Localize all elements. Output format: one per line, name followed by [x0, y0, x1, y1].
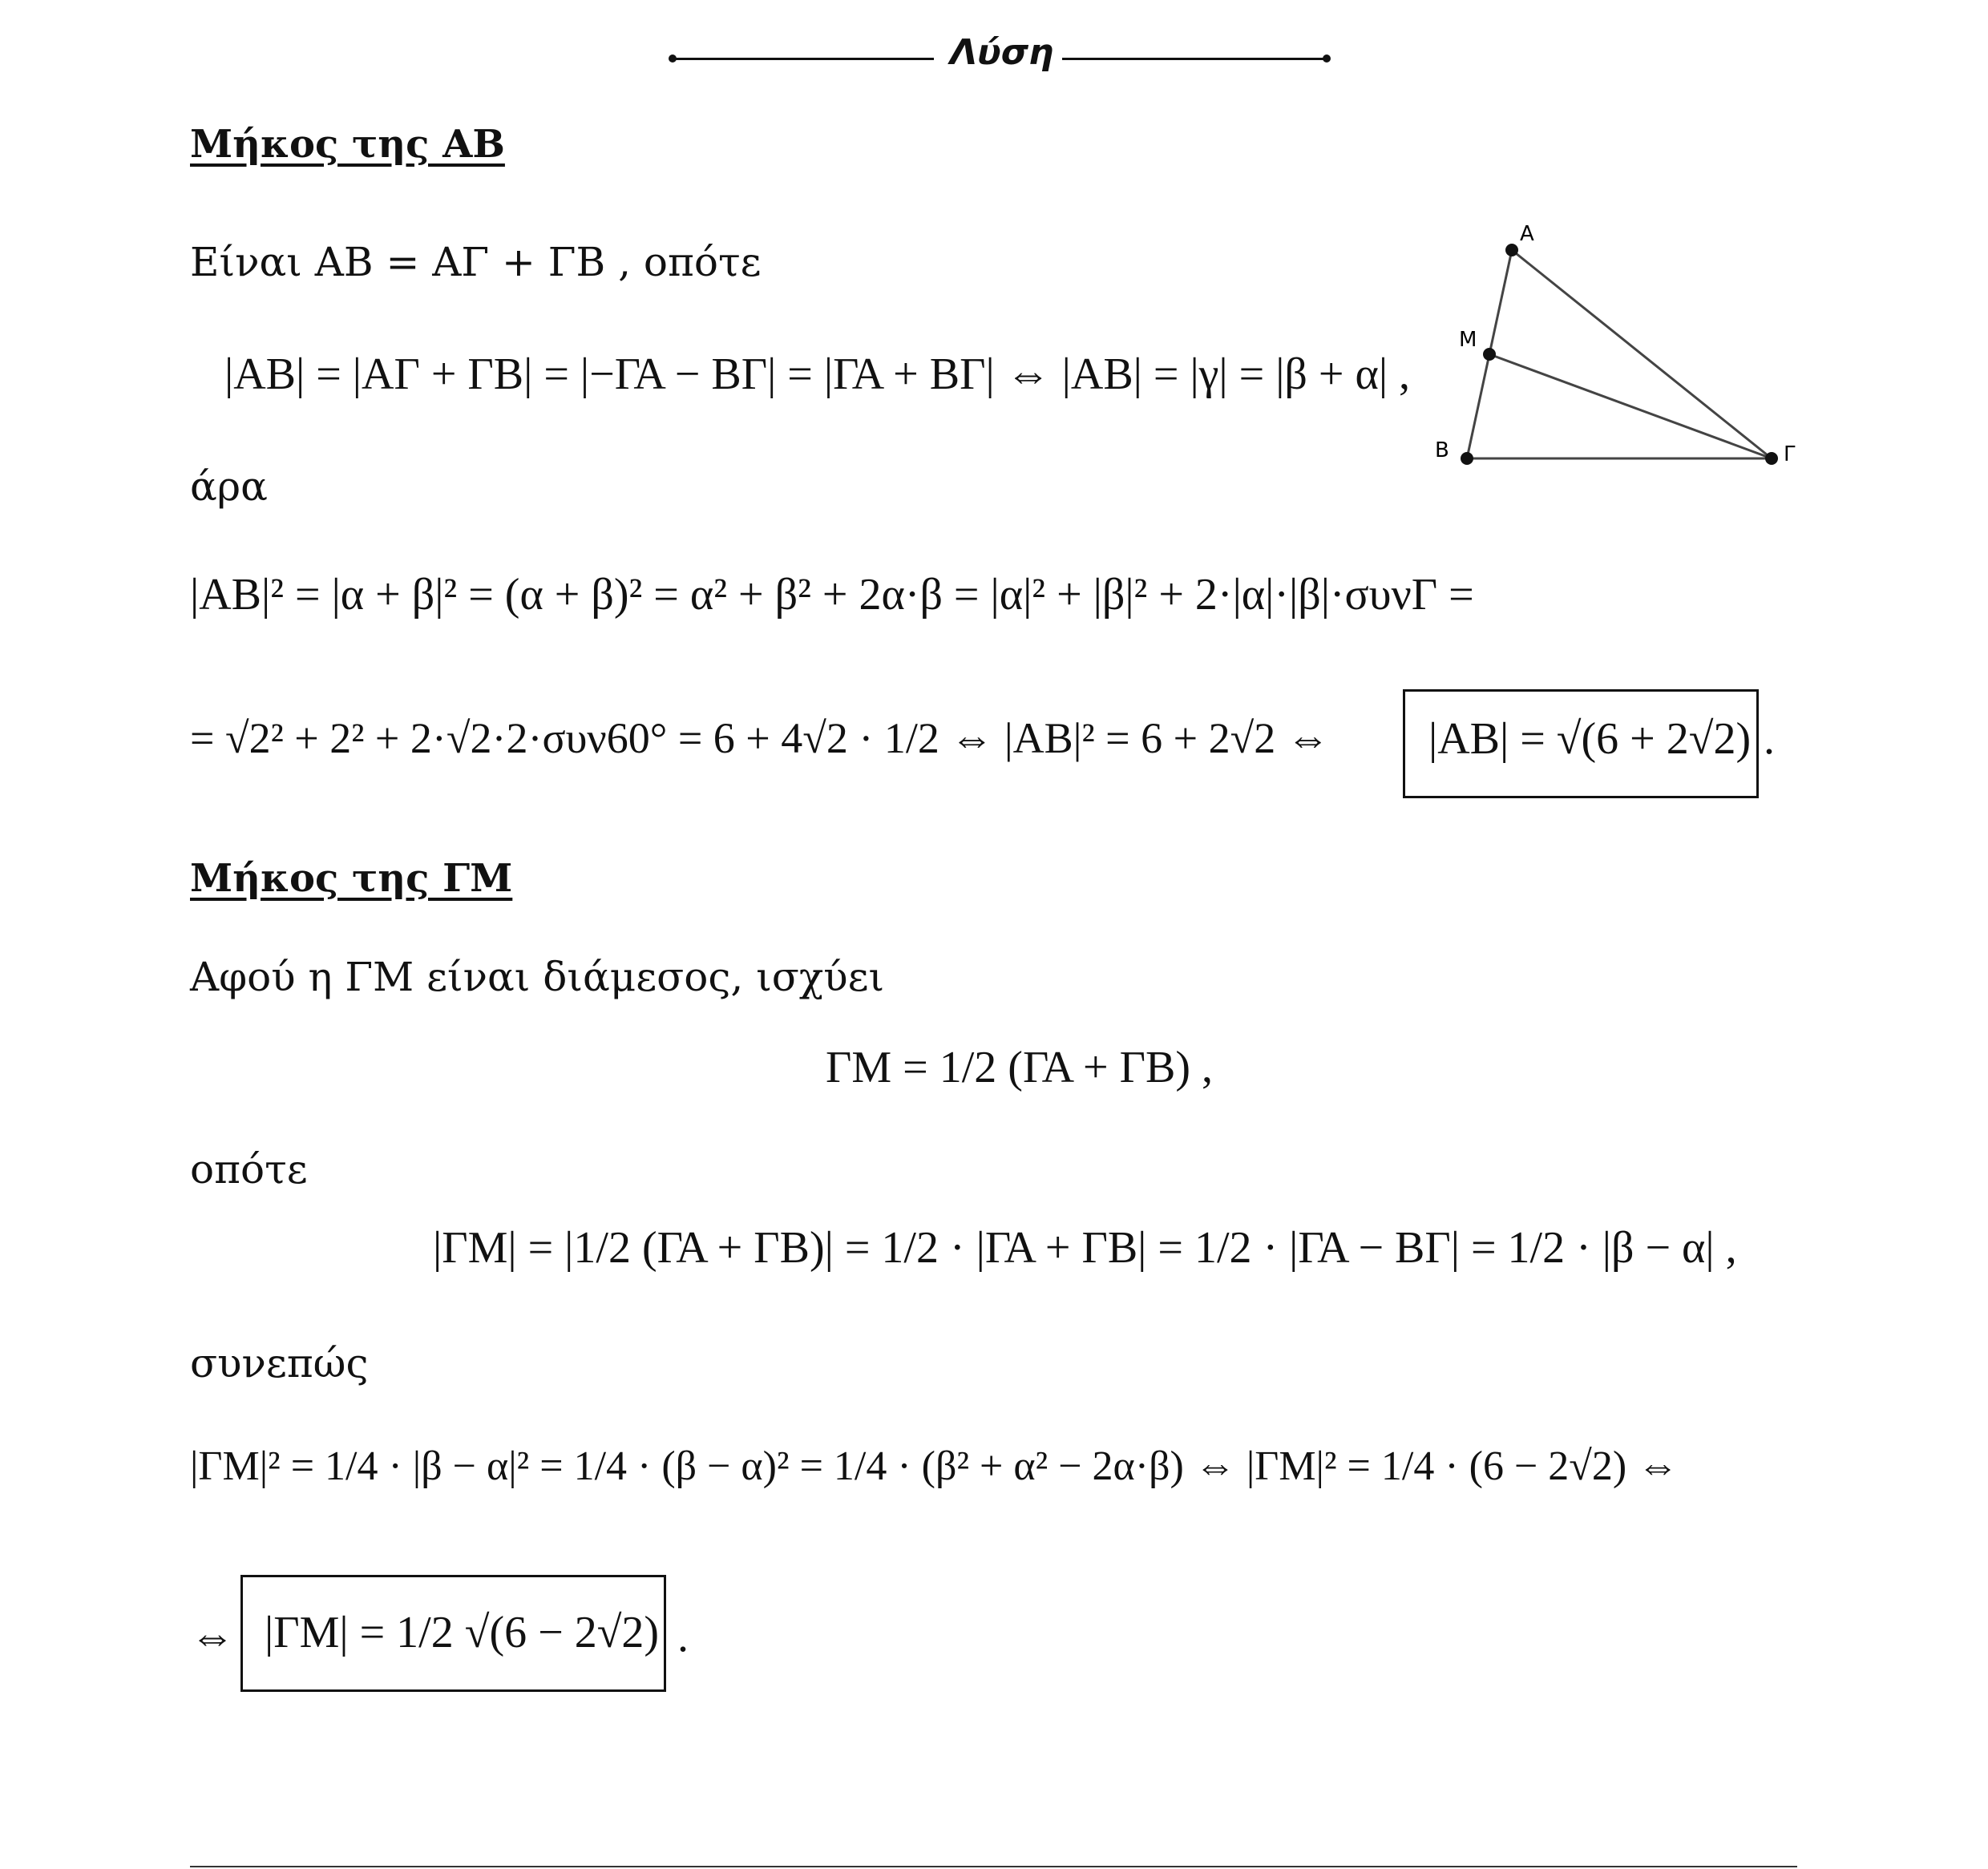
equation-ab-2: |ΑΒ|² = |α + β|² = (α + β)² = α² + β² + 2α·β = |α|² + |β|² + 2·|α|·|β|·συνΓ =: [190, 570, 1474, 620]
result-gm-period: .: [677, 1612, 689, 1661]
side-ag: [1512, 250, 1772, 458]
vertex-b: [1461, 452, 1473, 465]
page-title: Λύση: [950, 32, 1054, 73]
result-ab: |ΑΒ| = √(6 + 2√2): [1428, 714, 1752, 764]
median-gm: [1489, 354, 1772, 458]
heading-ab: Μήκος της ΑΒ: [190, 122, 505, 167]
heading-gm: Μήκος της ΓΜ: [190, 856, 513, 901]
vertex-g: [1765, 452, 1778, 465]
label-b: B: [1435, 438, 1449, 462]
text-opote: οπότε: [190, 1146, 308, 1193]
result-gm: |ΓΜ| = 1/2 √(6 − 2√2): [265, 1608, 660, 1657]
title-right-rule: [1062, 58, 1327, 60]
label-a: A: [1520, 222, 1534, 246]
vertex-a: [1505, 244, 1518, 256]
text-synepos: συνεπώς: [190, 1340, 369, 1387]
bottom-rule: [190, 1866, 1797, 1867]
label-g: Γ: [1784, 442, 1796, 466]
equation-gm-3: |ΓΜ|² = 1/4 · |β − α|² = 1/4 · (β − α)² = 1/4 · (β² + α² − 2α·β) ⇔ |ΓΜ|² = 1/4 · (6 − 2√2) ⇔: [190, 1443, 1679, 1489]
title-left-rule: [673, 58, 934, 60]
intro-ab: Είναι ΑΒ = ΑΓ + ΓΒ , οπότε: [190, 239, 762, 285]
equation-ab-1: |ΑΒ| = |ΑΓ + ΓΒ| = |−ΓΑ − ΒΓ| = |ΓΑ + ΒΓ| ⇔ |ΑΒ| = |γ| = |β + α| ,: [224, 349, 1411, 399]
equation-gm-2: |ΓΜ| = |1/2 (ΓΑ + ΓΒ)| = 1/2 · |ΓΑ + ΓΒ| = 1/2 · |ΓΑ − ΒΓ| = 1/2 · |β − α| ,: [433, 1223, 1737, 1273]
text-ara: άρα: [190, 463, 268, 510]
triangle-figure: [1427, 216, 1812, 481]
point-m: [1483, 348, 1496, 361]
equation-ab-3: = √2² + 2² + 2·√2·2·συν60° = 6 + 4√2 · 1/2 ⇔ |ΑΒ|² = 6 + 2√2 ⇔: [190, 714, 1330, 762]
title-right-dot: [1323, 54, 1331, 63]
result-gm-prefix: ⇔: [190, 1612, 235, 1661]
intro-gm: Αφού η ΓΜ είναι διάμεσος, ισχύει: [190, 954, 885, 1000]
equation-gm-1: ΓΜ = 1/2 (ΓΑ + ΓΒ) ,: [826, 1043, 1213, 1092]
label-m: M: [1459, 328, 1477, 352]
result-ab-period: .: [1764, 714, 1775, 764]
